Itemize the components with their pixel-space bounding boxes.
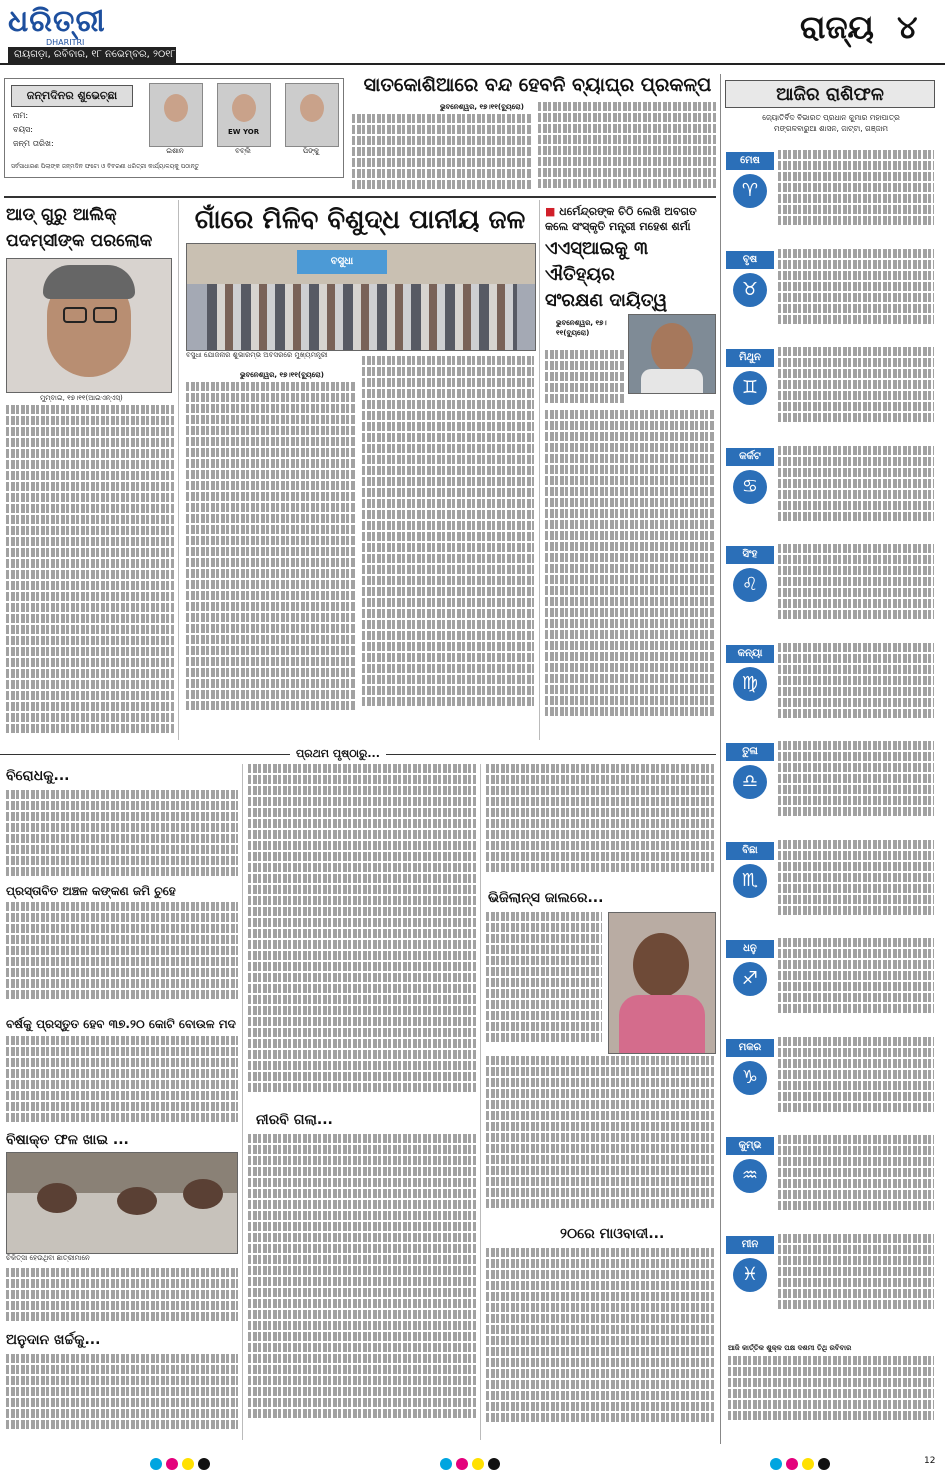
- astrologer-address: ମଙ୍ଗଳବାରୁଆ ଶାସନ, ଜାଟ୍ଟା, ଗଞ୍ଜାମ: [774, 124, 888, 133]
- child-caption: ପିଙ୍କୁ: [302, 147, 320, 155]
- child-caption: ଇଶାନ: [166, 147, 184, 155]
- horoscope-sign-text: [778, 150, 934, 238]
- page-number: ୪: [897, 8, 918, 46]
- kicker-asi-line1: ଧର୍ମେନ୍ଦ୍ରଙ୍କ ଚିଠି ଲେଖି ଅବଗତ: [559, 205, 697, 218]
- body-water-col1: [186, 382, 356, 740]
- birthday-footer: ସର୍ବସାଧାରଣ ପିଲାଙ୍କ ଜନ୍ମଦିନ ଫଟୋ ଓ ବିବରଣୀ ଧରିତ୍ରୀ କାର୍ଯ୍ୟାଳୟକୁ ପଠାନ୍ତୁ: [11, 163, 200, 170]
- students-hospital-photo: [6, 1152, 238, 1254]
- horoscope-sign-text: [778, 840, 934, 928]
- divider: [4, 196, 716, 198]
- horoscope-sign-text: [778, 347, 934, 435]
- headline-birodha: ବିରୋଧକୁ...: [6, 768, 70, 784]
- virgo-icon: ♍: [733, 667, 767, 701]
- horoscope-sign-label: ମିଥୁନ: [726, 349, 774, 367]
- water-event-photo: [186, 243, 536, 351]
- horoscope-sign-text: [778, 544, 934, 632]
- bullet-icon: ■: [545, 205, 556, 218]
- masthead-rule: [0, 63, 945, 65]
- body-niraba: [248, 1134, 476, 1436]
- horoscope-sign-text: [778, 249, 934, 337]
- column-rule: [178, 200, 179, 740]
- horoscope-sign-text: [778, 446, 934, 534]
- shirt-text: EW YOR: [228, 128, 260, 136]
- kicker-asi: [545, 204, 715, 234]
- leo-icon: ♌: [733, 568, 767, 602]
- horoscope-sign-label: କନ୍ୟା: [726, 645, 774, 663]
- dateline-alyque: ମୁମ୍ବାଇ, ୧୭।୧୧(ଆଇଏନ୍‌ଏସ୍): [40, 394, 123, 402]
- headline-anudan: ଅନୁଦାନ ଖର୍ଚ୍ଚକୁ...: [6, 1332, 101, 1348]
- headline-niraba: ନୀରବି ଗଲା...: [256, 1112, 333, 1128]
- headline-tiger: ସାତକୋଶିଆରେ ବନ୍ଦ ହେବନି ବ୍ୟାଘ୍ର ପ୍ରକଳ୍ପ: [363, 74, 712, 96]
- headline-asi-line1: ଏଏସ୍‌ଆଇକୁ ୩ ଐତିହ୍ୟର: [545, 238, 649, 285]
- headline-bhijilans: ଭିଜିଲାନ୍ସ ଜାଲରେ...: [488, 890, 604, 906]
- horoscope-sign-text: [778, 1037, 934, 1125]
- horoscope-sign-text: [778, 1234, 934, 1322]
- horoscope-sign-label: ତୁଳା: [726, 743, 774, 761]
- body-asi-intro: [545, 350, 625, 410]
- body-asi: [545, 410, 715, 740]
- headline-alyque-line2: ପଦମ୍‌ସୀଙ୍କ ପରଲୋକ: [6, 231, 153, 251]
- headline-asi: [545, 236, 717, 314]
- horoscope-sign-label: ସିଂହ: [726, 546, 774, 564]
- aquarius-icon: ♒: [733, 1159, 767, 1193]
- libra-icon: ♎: [733, 765, 767, 799]
- body-water-col2: [362, 356, 534, 740]
- headline-bishakta: ବିଷାକ୍ତ ଫଳ ଖାଇ ...: [6, 1132, 129, 1148]
- birthday-field-name: ନାମ:: [13, 111, 29, 120]
- horoscope-sign-label: କୁମ୍ଭ: [726, 1137, 774, 1155]
- pradhan-photo: [628, 314, 716, 394]
- alyque-photo: [6, 258, 172, 393]
- horoscope-sign-label: ବୃଷ: [726, 251, 774, 269]
- child-caption: ବବ୍ଲି: [235, 147, 251, 155]
- body-budget: [6, 1036, 238, 1128]
- headline-maobadi: ୨୦ରେ ମାଓବାଦୀ...: [560, 1226, 665, 1242]
- body-maobadi: [486, 1248, 714, 1436]
- child-photo: [217, 83, 271, 147]
- logo-text: ଧରିତ୍ରୀ: [8, 4, 106, 39]
- horoscope-sign-label: ମୀନ: [726, 1236, 774, 1254]
- column-rule: [720, 74, 721, 1444]
- body-continued-right: [486, 764, 714, 884]
- gemini-icon: ♊: [733, 371, 767, 405]
- horoscope-sign-label: ମେଷ: [726, 152, 774, 170]
- body-alyque: [6, 405, 174, 740]
- horoscope-sign-text: [778, 741, 934, 829]
- birthday-title: ଜନ୍ମଦିନର ଶୁଭେଚ୍ଛା: [11, 85, 133, 107]
- headline-water: ଗାଁରେ ମିଳିବ ବିଶୁଦ୍ଧ ପାନୀୟ ଜଳ: [194, 205, 526, 235]
- body-tiger-col1: [352, 114, 532, 192]
- horoscope-sign-text: [778, 1135, 934, 1223]
- section-header: [800, 8, 940, 52]
- body-pratibedana: [6, 902, 238, 1012]
- child-photo: [149, 83, 203, 147]
- astrologer-name: ଜ୍ୟୋତିର୍ବିଦ ବିଭାରତ ପ୍ରଧାନ କୁମାର ମହାପାତ୍ର: [762, 113, 900, 122]
- body-tiger-col2: [538, 102, 716, 192]
- headline-pratibedana: ପ୍ରସ୍ତାବିତ ଅଞ୍ଚଳ କଙ୍କଣ ଜମି ଚୁହେ: [6, 884, 176, 898]
- continued-banner: ପ୍ରଥମ ପୃଷ୍ଠାରୁ...: [290, 747, 386, 761]
- body-birodha: [6, 790, 238, 882]
- body-bishakta: [6, 1268, 238, 1330]
- dateline-asi: ଭୁବନେଶ୍ୱର, ୧୭।୧୧(ବ୍ୟୁରୋ): [556, 319, 607, 337]
- newspaper-logo: [8, 4, 138, 46]
- caption-bishakta: ଚିକିତ୍ସା ହେଉଥିବା ଛାତ୍ରୀମାନେ: [6, 1254, 90, 1262]
- column-rule: [539, 200, 540, 740]
- aries-icon: ♈: [733, 174, 767, 208]
- headline-alyque-line1: ଆଡ୍ ଗୁରୁ ଆଲିକ୍: [6, 205, 117, 225]
- dateline-water: ଭୁବନେଶ୍ୱର, ୧୭।୧୧(ବ୍ୟୁରୋ): [240, 371, 324, 379]
- horoscope-sign-text: [778, 938, 934, 1026]
- headline-asi-line2: ସଂରକ୍ଷଣ ଦାୟିତ୍ୱ: [545, 290, 668, 311]
- birthday-field-age: ବୟସ:: [13, 125, 33, 134]
- body-continued-mid: [248, 764, 476, 1104]
- cancer-icon: ♋: [733, 470, 767, 504]
- body-bhijilans-intro: [486, 912, 602, 1050]
- horoscope-sign-text: [778, 643, 934, 731]
- horoscope-sign-label: ବିଛା: [726, 842, 774, 860]
- scorpio-icon: ♏: [733, 864, 767, 898]
- horoscope-sign-label: ଧନୁ: [726, 940, 774, 958]
- horoscope-byline: [728, 112, 934, 134]
- horoscope-sign-label: କର୍କଟ: [726, 448, 774, 466]
- birthday-box: [4, 78, 344, 178]
- capricorn-icon: ♑: [733, 1061, 767, 1095]
- almanac-text: ଆଜି କାର୍ତ୍ତିକ ଶୁକ୍ଳ ପକ୍ଷ ଦଶମୀ ତିଥି ରବିବାର: [728, 1344, 852, 1352]
- column-rule: [480, 764, 481, 1440]
- print-marks: [0, 1456, 945, 1472]
- body-anudan: [6, 1354, 238, 1436]
- kicker-asi-line2: କଲେ ସଂସ୍କୃତି ମନ୍ତ୍ରୀ ମହେଶ ଶର୍ମା: [545, 220, 691, 233]
- logo-subtext: DHARITRI: [46, 38, 85, 47]
- section-name: ରାଜ୍ୟ: [800, 8, 874, 46]
- almanac-block: [728, 1344, 934, 1440]
- folio-number: 12: [924, 1456, 936, 1466]
- sagittarius-icon: ♐: [733, 962, 767, 996]
- dateline-tiger: ଭୁବନେଶ୍ୱର, ୧୭।୧୧(ବ୍ୟୁରୋ): [440, 103, 524, 111]
- horoscope-sign-label: ମକର: [726, 1039, 774, 1057]
- caption-water: ବସୁଧା ଯୋଜନାର ଶୁଭାରମ୍ଭ ଅବସରରେ ମୁଖ୍ୟମନ୍ତ୍ରୀ: [186, 351, 328, 359]
- horoscope-title: ଆଜିର ରାଶିଫଳ: [725, 80, 935, 108]
- headline-budget: ବର୍ଷକୁ ପ୍ରସ୍ତୁତ ହେବ ୩୭.୨୦ କୋଟି ବୋଉଳ ମଦ: [6, 1017, 236, 1031]
- taurus-icon: ♉: [733, 273, 767, 307]
- child-photo: [285, 83, 339, 147]
- birthday-field-dob: ଜନ୍ମ ତାରିଖ:: [13, 139, 54, 148]
- headline-alyque: [6, 202, 176, 254]
- pisces-icon: ♓: [733, 1258, 767, 1292]
- body-bhijilans: [486, 1056, 714, 1220]
- accused-photo: [608, 912, 716, 1054]
- dateline: ରାୟଗଡ଼ା, ରବିବାର, ୧୮ ନଭେମ୍ବର, ୨୦୧୮: [8, 47, 176, 63]
- event-banner: ବସୁଧା: [297, 250, 387, 274]
- column-rule: [242, 764, 243, 1440]
